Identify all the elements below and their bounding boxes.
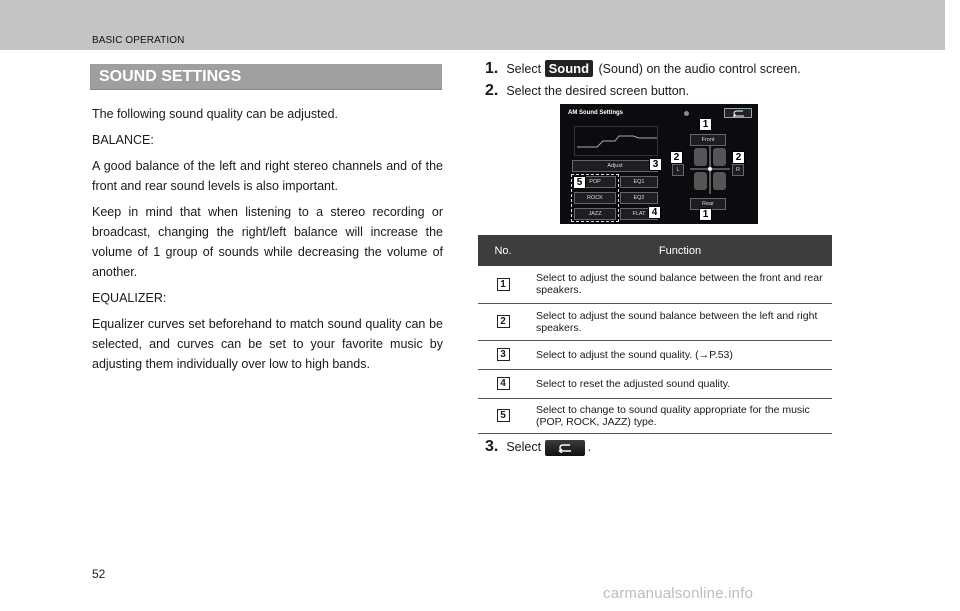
step-1-number: 1. bbox=[485, 60, 499, 77]
callout-1-front: 1 bbox=[699, 118, 712, 131]
table-header-row bbox=[478, 235, 832, 266]
table-row bbox=[478, 398, 832, 433]
screen-eq2-button: EQ2 bbox=[620, 192, 658, 204]
row-function: Select to reset the adjusted sound quality. bbox=[528, 369, 832, 398]
step-3 bbox=[485, 438, 591, 456]
screen-front-button: Front bbox=[690, 134, 726, 146]
header-bar bbox=[0, 0, 945, 50]
table-row bbox=[478, 369, 832, 398]
sound-settings-screen-image bbox=[560, 104, 758, 224]
back-button-icon bbox=[545, 440, 585, 456]
step-2 bbox=[485, 82, 689, 100]
watermark: carmanualsonline.info bbox=[603, 585, 754, 602]
callout-4-flat: 4 bbox=[648, 206, 661, 219]
equalizer-text: Equalizer curves set beforehand to match sound quality can be selected, and curves can be set to your favorite music by adjusting them individually over low to high bands. bbox=[92, 317, 443, 371]
screen-rock-button: ROCK bbox=[574, 192, 616, 204]
balance-text-2: Keep in mind that when listening to a stereo recording or broadcast, changing the right/left balance will increase the volume of 1 group of sounds while decreasing the volume of another. bbox=[92, 205, 443, 279]
screen-left-button: L bbox=[672, 164, 684, 176]
balance-label: BALANCE: bbox=[92, 133, 154, 147]
balance-text-1: A good balance of the left and right stereo channels and of the front and rear sound levels is also important. bbox=[92, 159, 443, 193]
step-3-number: 3. bbox=[485, 438, 499, 455]
table-row bbox=[478, 303, 832, 340]
screen-right-button: R bbox=[732, 164, 744, 176]
screen-rear-button: Rear bbox=[690, 198, 726, 210]
screen-back-icon bbox=[724, 108, 752, 118]
screen-adjust-button: Adjust bbox=[572, 160, 658, 172]
function-table bbox=[478, 235, 832, 434]
page-number: 52 bbox=[92, 567, 106, 581]
callout-5-genre: 5 bbox=[573, 176, 586, 189]
section-title: BASIC OPERATION bbox=[92, 35, 185, 46]
screen-pop-button: POP bbox=[574, 176, 616, 188]
sound-button-glyph: Sound bbox=[545, 60, 593, 77]
row-number: 5 bbox=[497, 409, 510, 422]
step-3-pre: Select bbox=[506, 440, 542, 454]
step-2-number: 2. bbox=[485, 82, 499, 99]
row-function: Select to adjust the sound quality. (→P.53) bbox=[528, 340, 832, 369]
callout-2-right: 2 bbox=[732, 151, 745, 164]
step-1-post: (Sound) on the audio control screen. bbox=[598, 62, 801, 76]
row-number: 3 bbox=[497, 348, 510, 361]
seat-balance-icon bbox=[690, 146, 730, 202]
equalizer-label: EQUALIZER: bbox=[92, 291, 167, 305]
eq-graph bbox=[574, 126, 658, 156]
heading-box bbox=[90, 64, 442, 90]
table-row bbox=[478, 266, 832, 303]
row-function: Select to change to sound quality appropriate for the music (POP, ROCK, JAZZ) type. bbox=[528, 398, 832, 433]
intro-text: The following sound quality can be adjusted. bbox=[92, 107, 338, 121]
step-1 bbox=[485, 60, 801, 78]
screen-flat-button: FLAT bbox=[620, 208, 658, 220]
callout-2-left: 2 bbox=[670, 151, 683, 164]
step-3-post: . bbox=[587, 440, 592, 454]
col-header-function: Function bbox=[528, 235, 832, 266]
screen-eq1-button: EQ1 bbox=[620, 176, 658, 188]
screen-jazz-button: JAZZ bbox=[574, 208, 616, 220]
screen-title: AM Sound Settings bbox=[568, 110, 623, 116]
row-number: 1 bbox=[497, 278, 510, 291]
screen-indicator-icon bbox=[684, 111, 689, 116]
page-heading: SOUND SETTINGS bbox=[99, 68, 242, 85]
step-2-text: Select the desired screen button. bbox=[506, 84, 690, 98]
row-function: Select to adjust the sound balance between the front and rear speakers. bbox=[528, 266, 832, 303]
step-1-pre: Select bbox=[506, 62, 542, 76]
left-column bbox=[92, 104, 443, 380]
row-number: 2 bbox=[497, 315, 510, 328]
col-header-no: No. bbox=[478, 235, 528, 266]
callout-3-adjust: 3 bbox=[649, 158, 662, 171]
table-row bbox=[478, 340, 832, 369]
callout-1-rear: 1 bbox=[699, 208, 712, 221]
row-function: Select to adjust the sound balance between the left and right speakers. bbox=[528, 303, 832, 340]
row-number: 4 bbox=[497, 377, 510, 390]
